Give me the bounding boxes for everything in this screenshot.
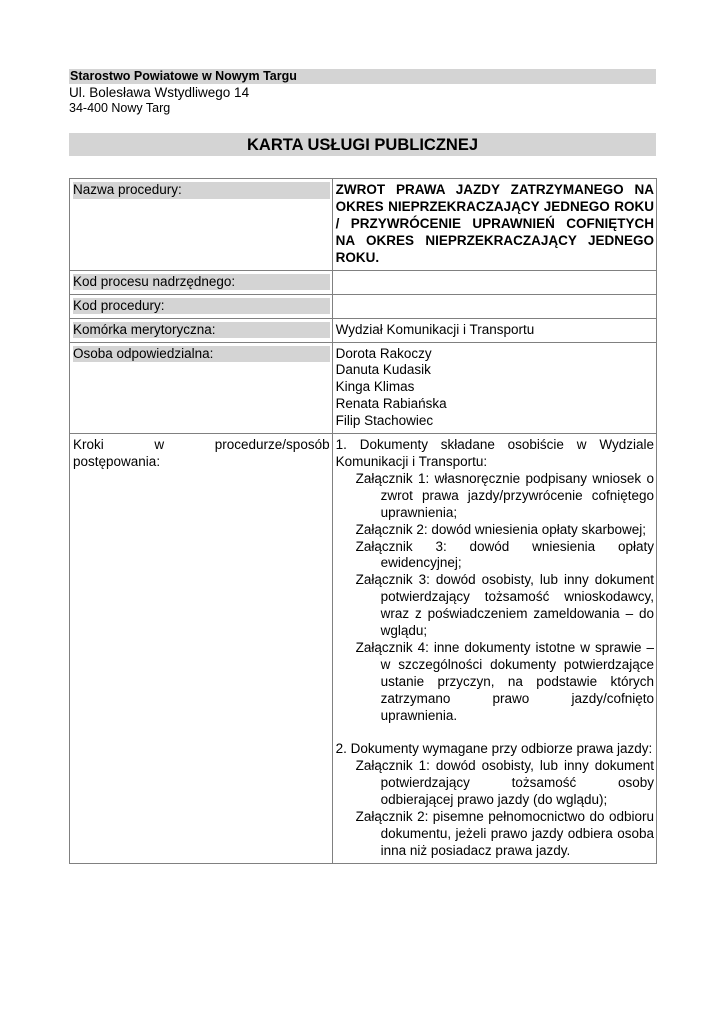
value-procedure-name: ZWROT PRAWA JAZDY ZATRZYMANEGO NA OKRES NIEPRZEKRACZAJĄCY JEDNEGO ROKU / PRZYWRÓCENIE UPRAWNIEŃ COFNIĘTYCH NA OKRES NIEPRZEKRACZAJĄCY JEDNEGO ROKU. <box>335 182 654 265</box>
row-department <box>70 318 657 342</box>
card-title: KARTA USŁUGI PUBLICZNEJ <box>69 133 656 156</box>
row-steps <box>70 434 657 864</box>
label-procedure-name: Nazwa procedury: <box>73 182 330 199</box>
section1-intro: 1. Dokumenty składane osobiście w Wydziale Komunikacji i Transportu: <box>335 437 654 469</box>
office-street: Ul. Bolesława Wstydliwego 14 <box>69 85 250 100</box>
responsible-person: Filip Stachowiec <box>335 413 434 429</box>
section-spacer <box>336 724 654 741</box>
responsible-person: Dorota Rakoczy <box>335 345 432 361</box>
attachment-item: Załącznik 3: dowód wniesienia opłaty ewidencyjnej; <box>355 538 654 571</box>
label-steps-word: Kroki <box>73 437 104 453</box>
attachment-item: Załącznik 2: dowód wniesienia opłaty skarbowej; <box>355 521 647 537</box>
responsible-person: Renata Rabiańska <box>335 396 447 412</box>
row-procedure-code <box>70 294 657 318</box>
service-card-table <box>69 178 657 864</box>
label-responsible: Osoba odpowiedzialna: <box>73 346 330 363</box>
responsible-person: Danuta Kudasik <box>335 362 431 378</box>
label-procedure-code: Kod procedury: <box>73 298 330 315</box>
label-parent-process-code: Kod procesu nadrzędnego: <box>73 274 330 291</box>
label-steps-line1 <box>73 437 330 454</box>
label-steps-word: w <box>154 437 165 453</box>
section2-intro: 2. Dokumenty wymagane przy odbiorze prawa jazdy: <box>335 741 653 757</box>
attachment-item: Załącznik 3: dowód osobisty, lub inny dokument potwierdzający tożsamość wnioskodawcy, wraz z poświadczeniem zameldowania – do wglądu; <box>355 572 654 639</box>
attachment-item: Załącznik 4: inne dokumenty istotne w sprawie – w szczególności dokumenty potwierdzające ustanie przyczyn, na podstawie których zatrzymano prawo jazdy/cofnięto uprawnienia. <box>355 639 654 723</box>
row-parent-process-code <box>70 270 657 294</box>
label-steps-line2: postępowania: <box>73 453 161 469</box>
office-city: 34-400 Nowy Targ <box>69 101 171 115</box>
attachment-item: Załącznik 2: pisemne pełnomocnictwo do odbioru dokumentu, jeżeli prawo jazdy odbiera osoba inna niż posiadacz prawa jazdy. <box>355 809 654 858</box>
label-department: Komórka merytoryczna: <box>73 322 330 339</box>
office-name: Starostwo Powiatowe w Nowym Targu <box>69 69 656 84</box>
attachment-item: Załącznik 1: własnoręcznie podpisany wniosek o zwrot prawa jazdy/przywrócenie cofniętego uprawnienia; <box>355 470 654 520</box>
label-steps-word: procedurze/sposób <box>214 437 330 453</box>
row-responsible <box>70 342 657 434</box>
value-department: Wydział Komunikacji i Transportu <box>335 321 535 337</box>
row-procedure-name <box>70 179 657 271</box>
attachment-item: Załącznik 1: dowód osobisty, lub inny dokument potwierdzający tożsamość osoby odbierającej prawo jazdy (do wglądu); <box>355 758 654 808</box>
responsible-person: Kinga Klimas <box>335 379 415 395</box>
